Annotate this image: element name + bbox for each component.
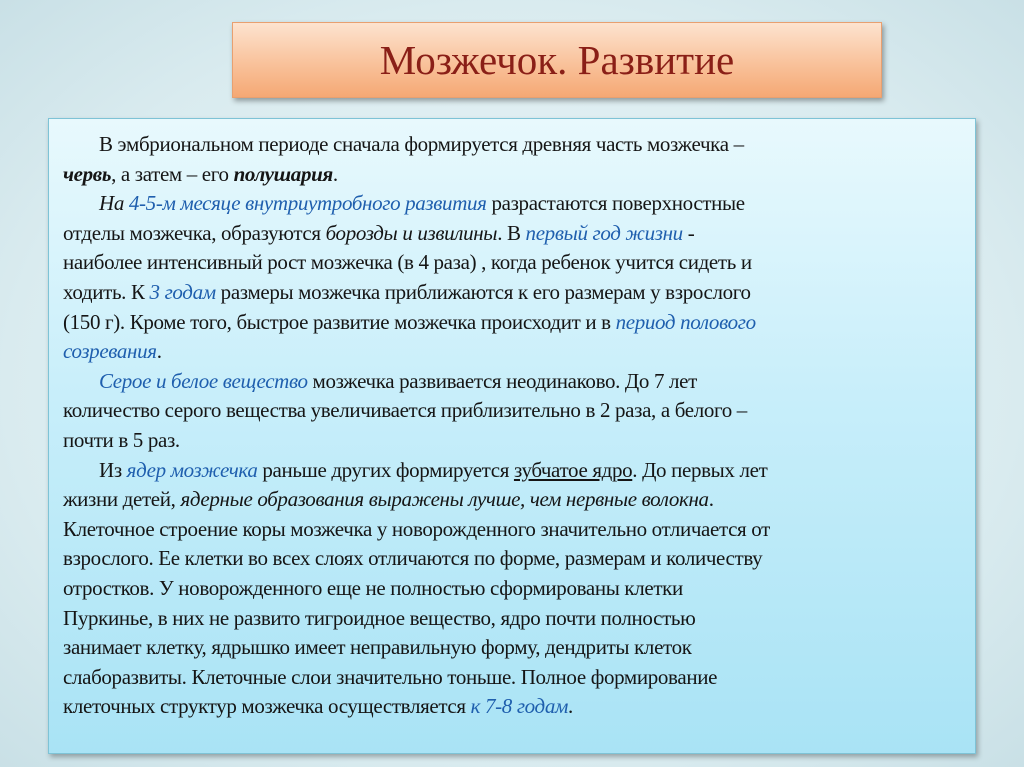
slide-title: Мозжечок. Развитие xyxy=(379,37,735,83)
text-span: размеры мозжечка приближаются к его размерам у взрослого xyxy=(215,279,751,304)
text-span: наиболее интенсивный рост мозжечка (в 4 раза) , когда ребенок учится сидеть и xyxy=(63,250,752,275)
bold-term: полушария xyxy=(233,161,333,186)
content-box xyxy=(48,118,976,754)
text-span: клеточных структур мозжечка осуществляется xyxy=(63,694,471,719)
body-text xyxy=(63,130,973,722)
text-span: - xyxy=(682,220,695,245)
text-line xyxy=(63,456,973,486)
text-span: отделы мозжечка, образуются xyxy=(63,220,326,245)
text-line xyxy=(63,604,973,634)
text-span: отростков. У новорожденного еще не полностью сформированы клетки xyxy=(63,575,683,600)
highlighted-term: Серое и белое вещество xyxy=(99,368,308,393)
text-span: взрослого. Ее клетки во всех слоях отличаются по форме, размерам и количеству xyxy=(63,546,763,571)
text-line xyxy=(63,426,973,456)
text-span: Клеточное строение коры мозжечка у новорожденного значительно отличается от xyxy=(63,516,770,541)
highlighted-term: к 7-8 годам xyxy=(470,694,569,719)
highlighted-term: 4-5-м месяце внутриутробного развития xyxy=(128,191,487,216)
text-span: разрастаются поверхностные xyxy=(486,191,745,216)
text-span: занимает клетку, ядрышко имеет неправильную форму, дендриты клеток xyxy=(63,635,692,660)
text-line xyxy=(63,160,973,190)
text-line xyxy=(63,692,973,722)
text-line xyxy=(63,633,973,663)
text-span: зубчатое ядро xyxy=(513,457,633,482)
text-span: , а затем – его xyxy=(111,161,234,186)
highlighted-term: первый год жизни xyxy=(525,220,683,245)
text-line xyxy=(63,544,973,574)
text-span: . xyxy=(332,161,338,186)
text-span: На xyxy=(99,191,129,216)
highlighted-term: ядер мозжечка xyxy=(126,457,258,482)
text-line xyxy=(63,130,973,160)
text-span: . xyxy=(156,339,162,364)
text-span: ходить. К xyxy=(63,279,150,304)
text-span: количество серого вещества увеличивается приблизительно в 2 раза, а белого – xyxy=(63,398,747,423)
text-line xyxy=(63,337,973,367)
text-span: слаборазвиты. Клеточные слои значительно тоньше. Полное формирование xyxy=(63,664,718,689)
highlighted-term: созревания xyxy=(63,339,157,364)
text-span: В эмбриональном периоде сначала формируется древняя часть мозжечка – xyxy=(99,132,744,156)
text-span: ядерные образования выражены лучше, чем нервные волокна xyxy=(180,487,709,512)
paragraph xyxy=(63,456,973,722)
slide-title-box xyxy=(232,22,882,98)
text-span: . До первых лет xyxy=(632,457,768,482)
text-line xyxy=(63,574,973,604)
text-span: . xyxy=(568,694,573,719)
text-span: жизни детей, xyxy=(63,487,181,512)
text-line xyxy=(63,515,973,545)
text-line xyxy=(63,485,973,515)
text-span: . В xyxy=(497,220,526,245)
text-span: . xyxy=(708,487,714,512)
text-span: раньше других формируется xyxy=(257,457,514,482)
text-line xyxy=(63,663,973,693)
highlighted-term: 3 годам xyxy=(149,279,216,304)
bold-term: червь xyxy=(63,161,112,186)
text-span: Из xyxy=(99,457,127,482)
text-line xyxy=(63,248,973,278)
text-span: почти в 5 раз. xyxy=(63,427,180,452)
paragraph xyxy=(63,130,973,189)
text-line xyxy=(63,367,973,397)
paragraph xyxy=(63,189,973,367)
text-span: (150 г). Кроме того, быстрое развитие мозжечка происходит и в xyxy=(63,309,616,334)
text-line xyxy=(63,189,973,219)
text-line xyxy=(63,278,973,308)
text-span: борозды и извилины xyxy=(325,220,498,245)
text-line xyxy=(63,219,973,249)
text-span: Пуркинье, в них не развито тигроидное вещество, ядро почти полностью xyxy=(63,605,696,630)
paragraph xyxy=(63,367,973,456)
highlighted-term: период полового xyxy=(615,309,756,334)
text-line xyxy=(63,308,973,338)
text-line xyxy=(63,396,973,426)
text-span: мозжечка развивается неодинаково. До 7 лет xyxy=(307,368,697,393)
